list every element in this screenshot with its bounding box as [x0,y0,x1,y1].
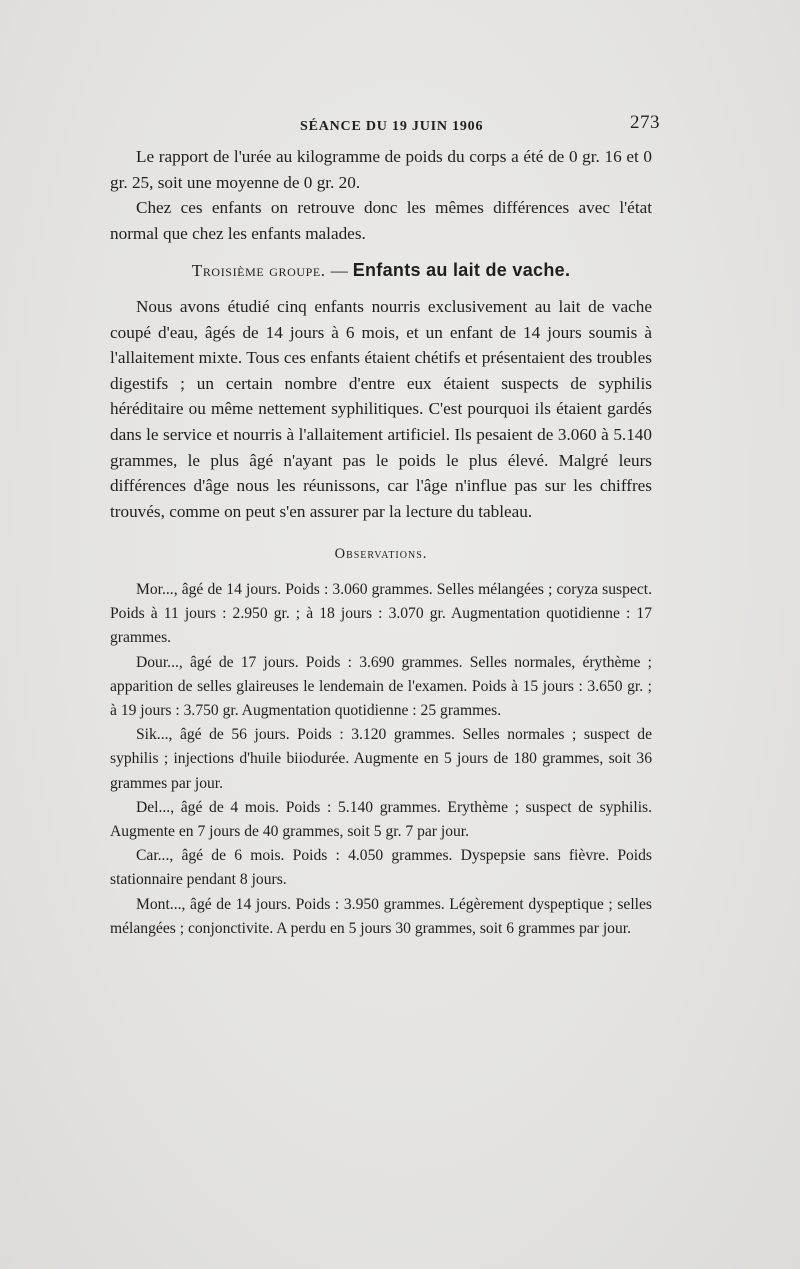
page-number: 273 [630,112,660,133]
observation-entry: Dour..., âgé de 17 jours. Poids : 3.690 grammes. Selles normales, érythème ; apparition de selles glaireuses le lendemain de l'examen. Poids à 15 jours : 3.650 gr. ; à 19 jours : 3.750 gr. Augmentation quotidienne : 25 grammes. [110,653,652,719]
observation-entry: Mor..., âgé de 14 jours. Poids : 3.060 grammes. Selles mélangées ; coryza suspect. Poids à 11 jours : 2.950 gr. ; à 18 jours : 3.070 gr. Augmentation quotidienne : 17 grammes. [110,580,652,647]
observations-list [110,578,652,941]
paragraph-main: Nous avons étudié cinq enfants nourris exclusivement au lait de vache coupé d'eau, âgés de 14 jours à 6 mois, et un enfant de 14 jours soumis à l'allaitement mixte. Tous ces enfants étaient chétifs et présentaient des troubles digestifs ; un certain nombre d'entre eux étaient suspects de syphilis héréditaire ou même nettement syphilitiques. C'est pourquoi ils étaient gardés dans le service et nourris à l'allaitement artificiel. Ils pesaient de 3.060 à 5.140 grammes, le plus âgé n'ayant pas le poids le plus élevé. Malgré leurs différences d'âge nous les réunissons, car l'âge n'influe pas sur les chiffres trouvés, comme on peut s'en assurer par la lecture du tableau. [110,296,652,521]
section-group-label: Troisième groupe. — [191,261,349,281]
observation-entry: Del..., âgé de 4 mois. Poids : 5.140 grammes. Erythème ; suspect de syphilis. Augmente en 7 jours de 40 grammes, soit 5 gr. 7 par jour. [110,798,652,840]
section-heading [110,258,652,284]
running-head [110,108,660,144]
observation-entry: Sik..., âgé de 56 jours. Poids : 3.120 grammes. Selles normales ; suspect de syphilis ; injections d'huile biiodurée. Augmente en 5 jours de 180 grammes, soit 36 grammes par jour. [110,726,652,792]
observation-entry: Mont..., âgé de 14 jours. Poids : 3.950 grammes. Légèrement dyspeptique ; selles mélangées ; conjonctivite. A perdu en 5 jours 30 grammes, soit 6 grammes par jour. [110,895,652,937]
running-title: SÉANCE DU 19 JUIN 1906 [300,119,484,134]
paragraph-urea-ratio: Le rapport de l'urée au kilogramme de poids du corps a été de 0 gr. 16 et 0 gr. 25, soit une moyenne de 0 gr. 20. [110,147,652,192]
page-content [110,108,660,941]
paragraph-differences: Chez ces enfants on retrouve donc les mêmes différences avec l'état normal que chez les enfants malades. [110,198,652,243]
observations-heading: Observations. [334,546,428,563]
section-title: Enfants au lait de vache. [352,260,571,281]
observation-entry: Car..., âgé de 6 mois. Poids : 4.050 grammes. Dyspepsie sans fièvre. Poids stationnaire pendant 8 jours. [110,847,652,889]
